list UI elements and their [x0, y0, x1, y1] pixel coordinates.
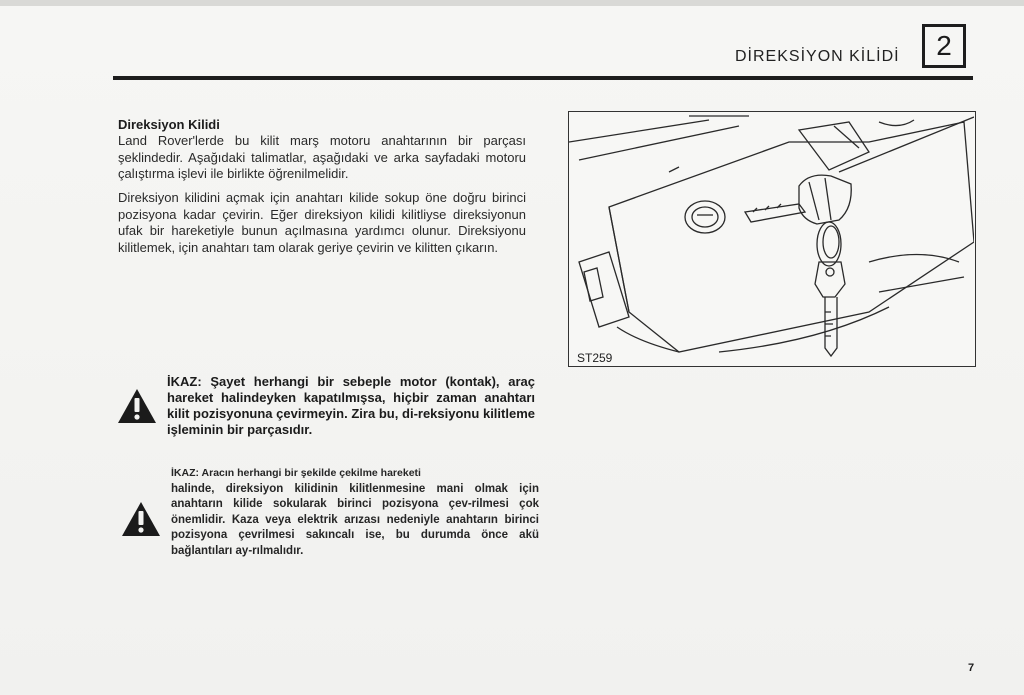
ignition-key-figure	[568, 111, 976, 367]
figure-label: ST259	[577, 351, 613, 365]
warning-lead-2: İKAZ: Aracın herhangi bir şekilde çekilme hareketi	[171, 467, 421, 479]
header-rule	[113, 76, 973, 80]
warning-text-2	[171, 466, 539, 559]
page-number: 7	[968, 662, 975, 674]
warning-text-1: İKAZ: Şayet herhangi bir sebeple motor (kontak), araç hareket halindeyken kapatılmışsa, hiçbir zaman anahtarı kilit pozisyonuna çevirmeyin. Zira bu, di-reksiyonu kilitleme işleminin bir parçasıdır.	[167, 374, 535, 437]
section-heading: Direksiyon Kilidi	[118, 117, 220, 132]
warning-body-2: halinde, direksiyon kilidinin kilitlenmesine mani olmak için anahtarın kilide sokularak birinci pozisyona çev-rilmesi çok önemlidir. Kaza veya elektrik arızası nedeniyle anahtarın birinci pozisyona çevrilmesi sakıncalı ise, bu durumda önce akü bağlantıları ay-rılmalıdır.	[171, 482, 539, 557]
ignition-key-illustration	[569, 112, 974, 365]
intro-paragraph: Land Rover'lerde bu kilit marş motoru anahtarının bir parçası şeklindedir. Aşağıdaki talimatlar, aşağıdaki ve arka sayfadaki motoru çalıştırma işlevi ile birlikte öğrenilmelidir.	[118, 133, 526, 181]
chapter-number-box: 2	[922, 24, 966, 68]
page-top-edge	[0, 0, 1024, 6]
warning-triangle-icon	[121, 501, 161, 537]
chapter-title: DİREKSİYON KİLİDİ	[735, 48, 900, 65]
instruction-paragraph: Direksiyon kilidini açmak için anahtarı kilide sokup öne doğru birinci pozisyona kadar çevirin. Eğer direksiyon kilidi kilitliyse direksiyonun ufak bir hareketiyle bunun açılmasına yardımcı olunur. Direksiyonu kilitlemek, için anahtarı tam olarak geriye çevirin ve kilitten çıkarın.	[118, 190, 526, 255]
warning-triangle-icon	[117, 388, 157, 424]
